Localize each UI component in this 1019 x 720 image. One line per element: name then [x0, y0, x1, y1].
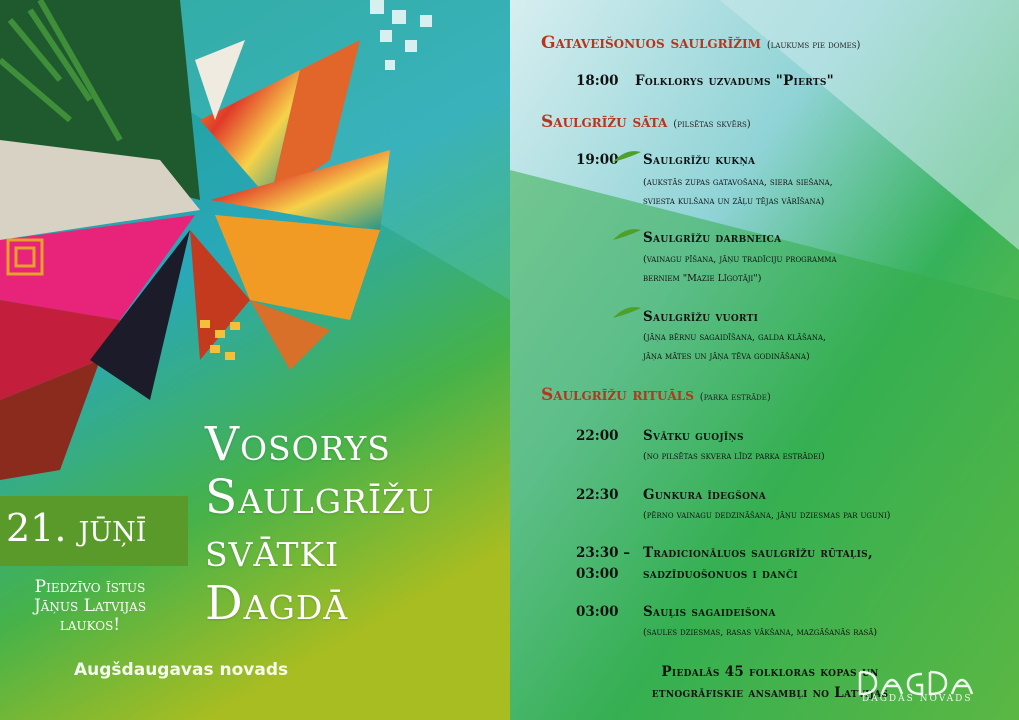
tagline-line: laukos!	[59, 615, 121, 635]
section-location: (parka estrāde)	[699, 392, 771, 403]
event-details	[643, 328, 826, 366]
title-line: Saulgrīžu	[205, 470, 435, 525]
event-time: 19:00	[576, 152, 619, 168]
title-line: Vosorys	[205, 417, 391, 472]
section-title: Saulgrīžu sāta	[541, 112, 668, 132]
event-details	[643, 447, 825, 466]
tagline	[0, 578, 180, 635]
section-heading	[541, 112, 751, 132]
event-details	[643, 250, 837, 288]
event-name: Saulgrīžu darbneica	[643, 230, 782, 246]
event-time-end: 03:00	[576, 566, 619, 582]
event-name: Saulgrīžu kukņa	[643, 152, 756, 168]
event-name: Gunkura īdegšona	[643, 487, 767, 503]
details-line: (vainagu pīšana, jāņu tradīciju programma	[643, 254, 837, 265]
section-title: Saulgrīžu rituāls	[541, 385, 694, 405]
dagda-logo	[852, 664, 1002, 716]
event-details	[643, 623, 877, 642]
details-line: (no pilsētas skvera līdz parka estrādei)	[643, 451, 825, 462]
details-line: (saules dziesmas, rasas vākšana, mazgāšanās rasā)	[643, 627, 878, 638]
event-date: 21. jūņī	[6, 506, 147, 550]
details-line: (aukstās zupas gatavošana, siera siešana,	[643, 177, 833, 188]
footer-line: etnogrāfiskie ansambļi no Latvijas	[651, 685, 889, 701]
section-heading	[541, 33, 860, 53]
fern-leaf-icon	[612, 150, 642, 164]
fern-leaf-icon	[612, 306, 642, 320]
event-name: Tradicionāluos saulgrīžu rūtaļis,	[643, 545, 873, 561]
event-time: 22:00	[576, 428, 619, 444]
section-location: (laukums pie domes)	[766, 40, 861, 51]
title-line: svātki	[205, 523, 340, 578]
section-heading	[541, 385, 771, 405]
tagline-line: Jāņus Latvijas	[33, 596, 147, 616]
event-name: Saulgrīžu vuorti	[643, 309, 759, 325]
details-line: jāņa mātes un jāņa tēva godināšana)	[643, 351, 810, 362]
event-title	[205, 418, 505, 630]
title-line: Dagdā	[205, 576, 349, 631]
details-line: sviesta kulšana un zāļu tējas vārīšana)	[643, 196, 825, 207]
region-watermark: Augšdaugavas novads	[74, 660, 289, 680]
event-name: Sauļis sagaideišona	[643, 604, 776, 620]
event-name-line2: sadzīduošonuos i danči	[643, 566, 798, 582]
event-details	[643, 173, 833, 211]
fern-leaf-icon	[612, 228, 642, 242]
details-line: berniem "Mazie Līgotāji")	[643, 273, 762, 284]
event-time: 03:00	[576, 604, 619, 620]
details-line: (jāņa bērnu sagaidīšana, galda klāšana,	[643, 332, 827, 343]
logo-subtitle: DAGDAS NOVADS	[862, 694, 973, 704]
event-details	[643, 506, 890, 525]
event-time: 18:00	[576, 73, 619, 89]
event-name: Svātku guojīņs	[643, 428, 744, 444]
tagline-line: Piedzīvo īstus	[34, 577, 146, 597]
footer-line: Piedalās 45 folkloras kopas un	[661, 664, 879, 680]
event-time: 23:30 –	[576, 545, 631, 561]
section-title: Gataveišonuos saulgrīžim	[541, 33, 761, 53]
event-time: 22:30	[576, 487, 619, 503]
event-name: Folklorys uzvadums "Pierts"	[635, 73, 834, 89]
details-line: (pērno vainagu dedzināšana, jāņu dziesmas par uguni)	[643, 510, 891, 521]
section-location: (pilsētas skvērs)	[673, 119, 751, 130]
